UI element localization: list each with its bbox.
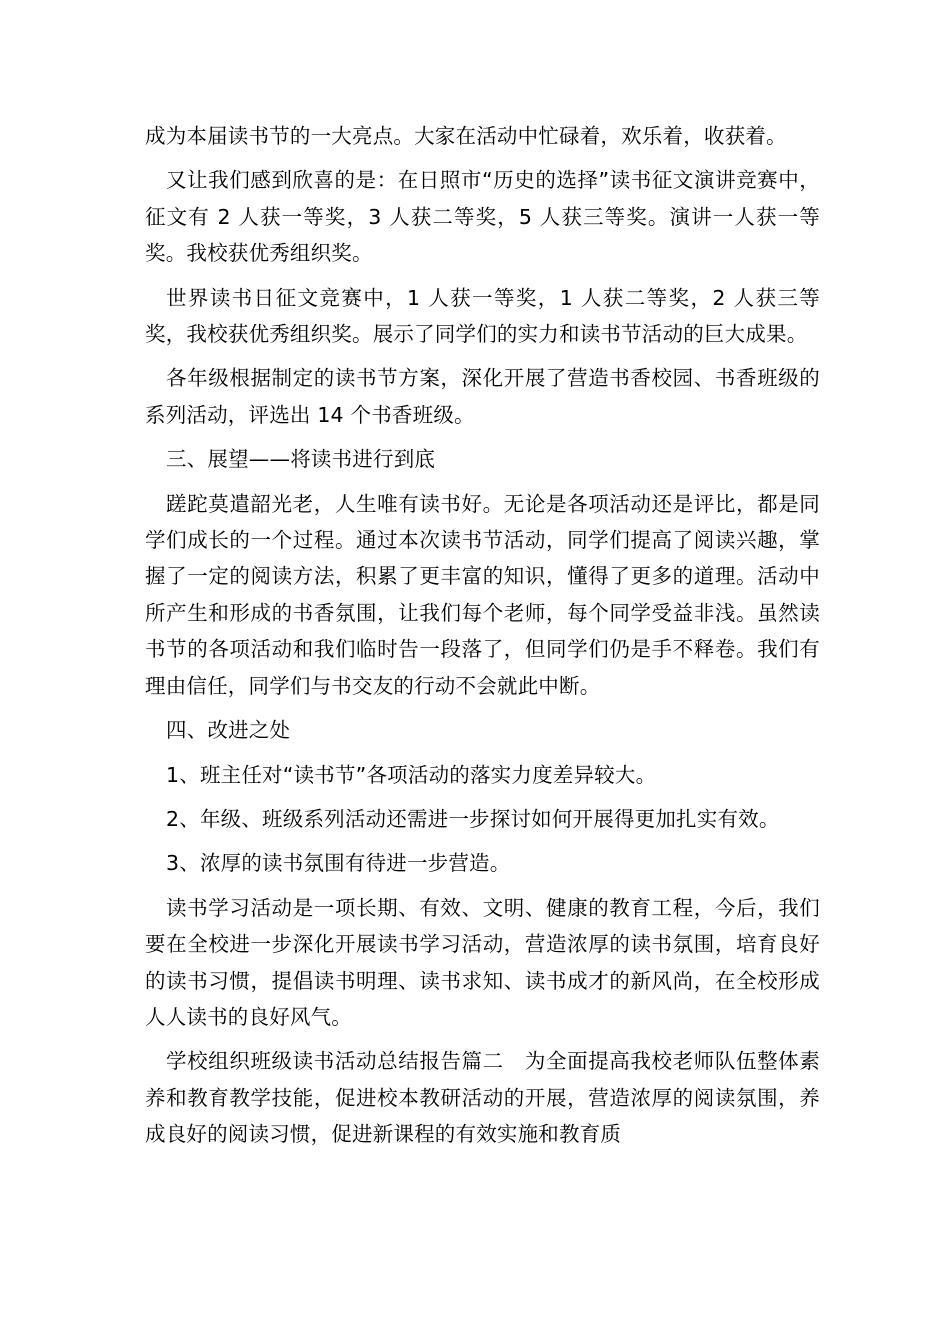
list-item: 2、年级、班级系列活动还需进一步探讨如何开展得更加扎实有效。: [166, 806, 780, 831]
section-heading: 四、改进之处: [166, 718, 291, 743]
paragraph: 成为本届读书节的一大亮点。大家在活动中忙碌着，欢乐着，收获着。: [145, 124, 787, 148]
list-item: 3、浓厚的读书氛围有待进一步营造。: [166, 851, 511, 876]
paragraph: 各年级根据制定的读书节方案，深化开展了营造书香校园、书香班级的系列活动，评选出 14 个书香班级。: [145, 366, 820, 427]
paragraph: 世界读书日征文竞赛中，1 人获一等奖，1 人获二等奖，2 人获三等奖，我校获优秀组织奖。展示了同学们的实力和读书节活动的巨大成果。: [145, 285, 820, 347]
paragraph: 学校组织班级读书活动总结报告篇二 为全面提高我校老师队伍整体素养和教育教学技能，促进校本教研活动的开展，营造浓厚的阅读氛围，养成良好的阅读习惯，促进新课程的有效实施和教育质: [145, 1049, 820, 1147]
paragraph: 蹉跎莫遣韶光老，人生唯有读书好。无论是各项活动还是评比，都是同学们成长的一个过程。通过本次读书节活动，同学们提高了阅读兴趣，掌握了一定的阅读方法，积累了更丰富的知识，懂得了更多的道理。活动中所产生和形成的书香氛围，让我们每个老师，每个同学受益非浅。虽然读书节的各项活动和我们临时告一段落了，但同学们仍是手不释卷。我们有理由信任，同学们与书交友的行动不会就此中断。: [145, 491, 820, 698]
paragraph: 读书学习活动是一项长期、有效、文明、健康的教育工程，今后，我们要在全校进一步深化开展读书学习活动，营造浓厚的读书氛围，培育良好的读书习惯，提倡读书明理、读书求知、读书成才的新风尚，在全校形成人人读书的良好风气。: [145, 895, 820, 1029]
paragraph: 又让我们感到欣喜的是：在日照市“历史的选择”读书征文演讲竞赛中，征文有 2 人获一等奖，3 人获二等奖，5 人获三等奖。演讲一人获一等奖。我校获优秀组织奖。: [145, 168, 820, 266]
section-heading: 三、展望——将读书进行到底: [166, 447, 436, 472]
list-item: 1、班主任对“读书节”各项活动的落实力度差异较大。: [166, 762, 657, 787]
document-page: [145, 118, 820, 1161]
